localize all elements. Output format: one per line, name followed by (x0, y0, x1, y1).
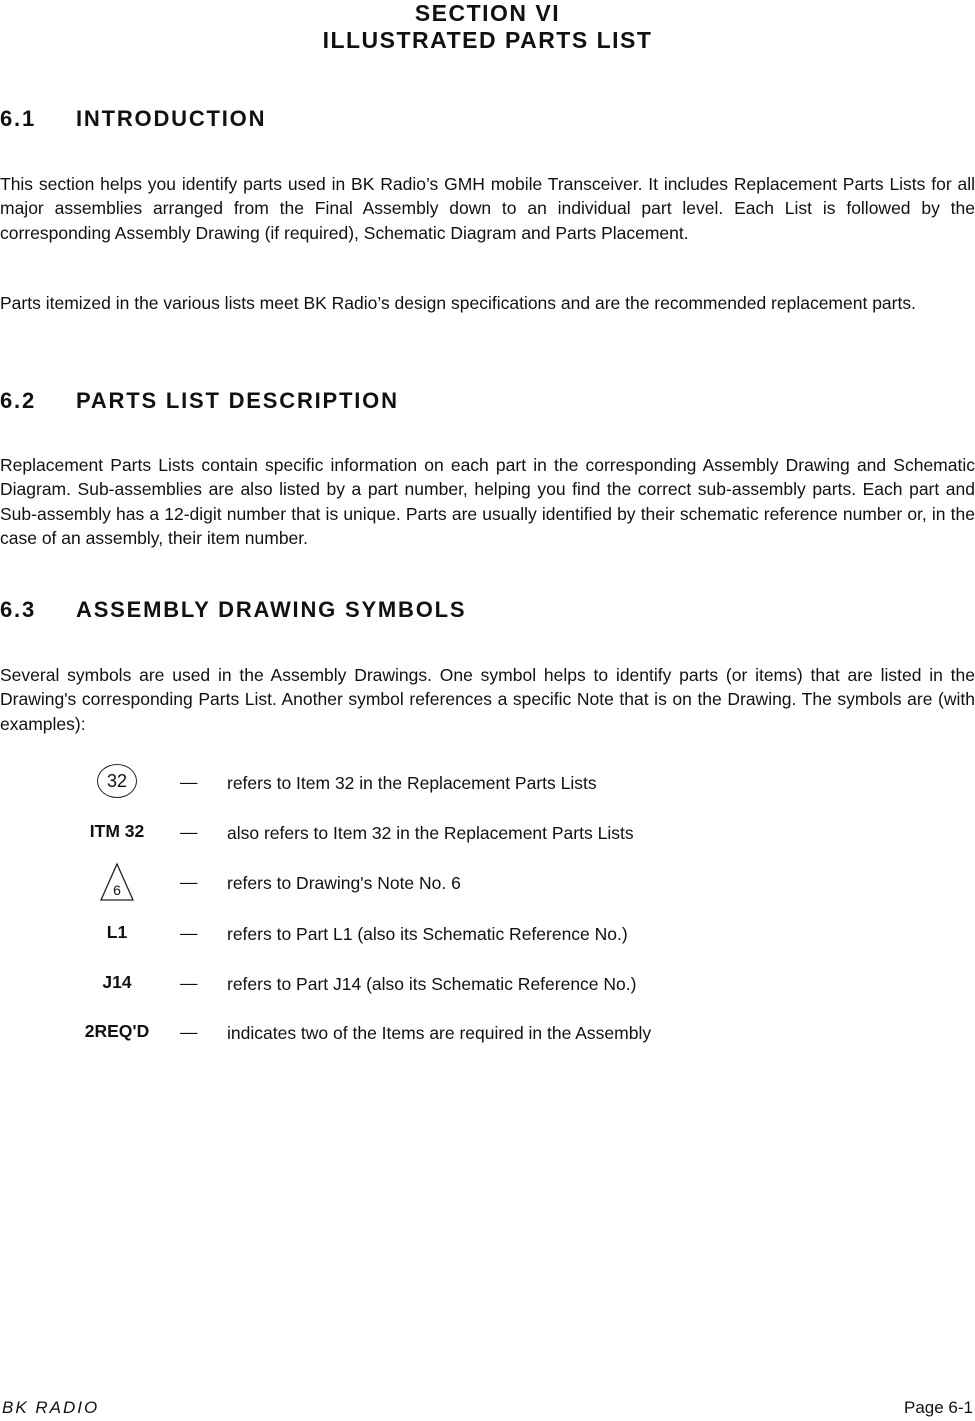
page-title: ILLUSTRATED PARTS LIST (322, 27, 653, 53)
symbol-description: refers to Part L1 (also its Schematic Reference No.) (227, 924, 628, 944)
heading-number: 6.2 (0, 388, 36, 413)
assembly-symbols-paragraph: Several symbols are used in the Assembly Drawings. One symbol helps to identify parts (or items) that are listed in the Drawing's corresponding Parts List. Another symbol references a specific Note that is on the Drawing. The symbols are (with examples): (0, 665, 975, 734)
heading-6-3 (0, 597, 466, 623)
symbol-row-2reqd (0, 1021, 975, 1061)
heading-number: 6.3 (0, 597, 36, 622)
em-dash: — (180, 822, 198, 842)
note-triangle-icon (99, 862, 135, 902)
intro-paragraph-2: Parts itemized in the various lists meet BK Radio’s design specifications and are the recommended replacement parts. (0, 293, 916, 313)
em-dash: — (180, 973, 198, 993)
symbol-description: refers to Item 32 in the Replacement Parts Lists (227, 773, 597, 793)
em-dash: — (180, 1022, 198, 1042)
note-number: 6 (113, 882, 121, 898)
symbol-row-j14 (0, 972, 975, 1012)
footer-brand: BK RADIO (2, 1398, 100, 1417)
section-number: SECTION VI (414, 0, 561, 26)
heading-text: INTRODUCTION (76, 106, 267, 131)
symbol-row-itm (0, 821, 975, 861)
symbol-description: refers to Drawing's Note No. 6 (227, 873, 461, 893)
symbol-description: refers to Part J14 (also its Schematic Reference No.) (227, 974, 637, 994)
em-dash: — (180, 923, 198, 943)
parts-list-description-paragraph: Replacement Parts Lists contain specific information on each part in the corresponding Assembly Drawing and Schematic Diagram. Sub-assemblies are also listed by a part number, helping you find the correct sub-assembly parts. Each part and Sub-assembly has a 12-digit number that is unique. Parts are usually identified by their schematic reference number or, in the case of an assembly, their item number. (0, 455, 975, 548)
reqd-symbol: 2REQ'D (84, 1021, 150, 1041)
heading-text: ASSEMBLY DRAWING SYMBOLS (76, 597, 467, 622)
symbol-row-l1 (0, 922, 975, 962)
heading-text: PARTS LIST DESCRIPTION (76, 388, 399, 413)
page-number: Page 6-1 (904, 1398, 973, 1417)
symbol-row-note-triangle (0, 862, 975, 902)
heading-6-2 (0, 388, 399, 414)
symbol-description: also refers to Item 32 in the Replacement Parts Lists (227, 823, 634, 843)
symbol-row-item-circle (0, 764, 975, 804)
itm-symbol: ITM 32 (89, 821, 145, 841)
intro-paragraph-1: This section helps you identify parts used in BK Radio’s GMH mobile Transceiver. It includes Replacement Parts Lists for all major assemblies arranged from the Final Assembly down to an individual part level. Each List is followed by the corresponding Assembly Drawing (if required), Schematic Diagram and Parts Placement. (0, 174, 975, 243)
item-circle-symbol: 32 (97, 764, 137, 798)
em-dash: — (180, 772, 198, 792)
symbol-description: indicates two of the Items are required in the Assembly (227, 1023, 652, 1043)
heading-number: 6.1 (0, 106, 36, 131)
heading-6-1 (0, 106, 266, 132)
em-dash: — (180, 872, 198, 892)
l1-symbol: L1 (106, 922, 128, 942)
j14-symbol: J14 (102, 972, 132, 992)
